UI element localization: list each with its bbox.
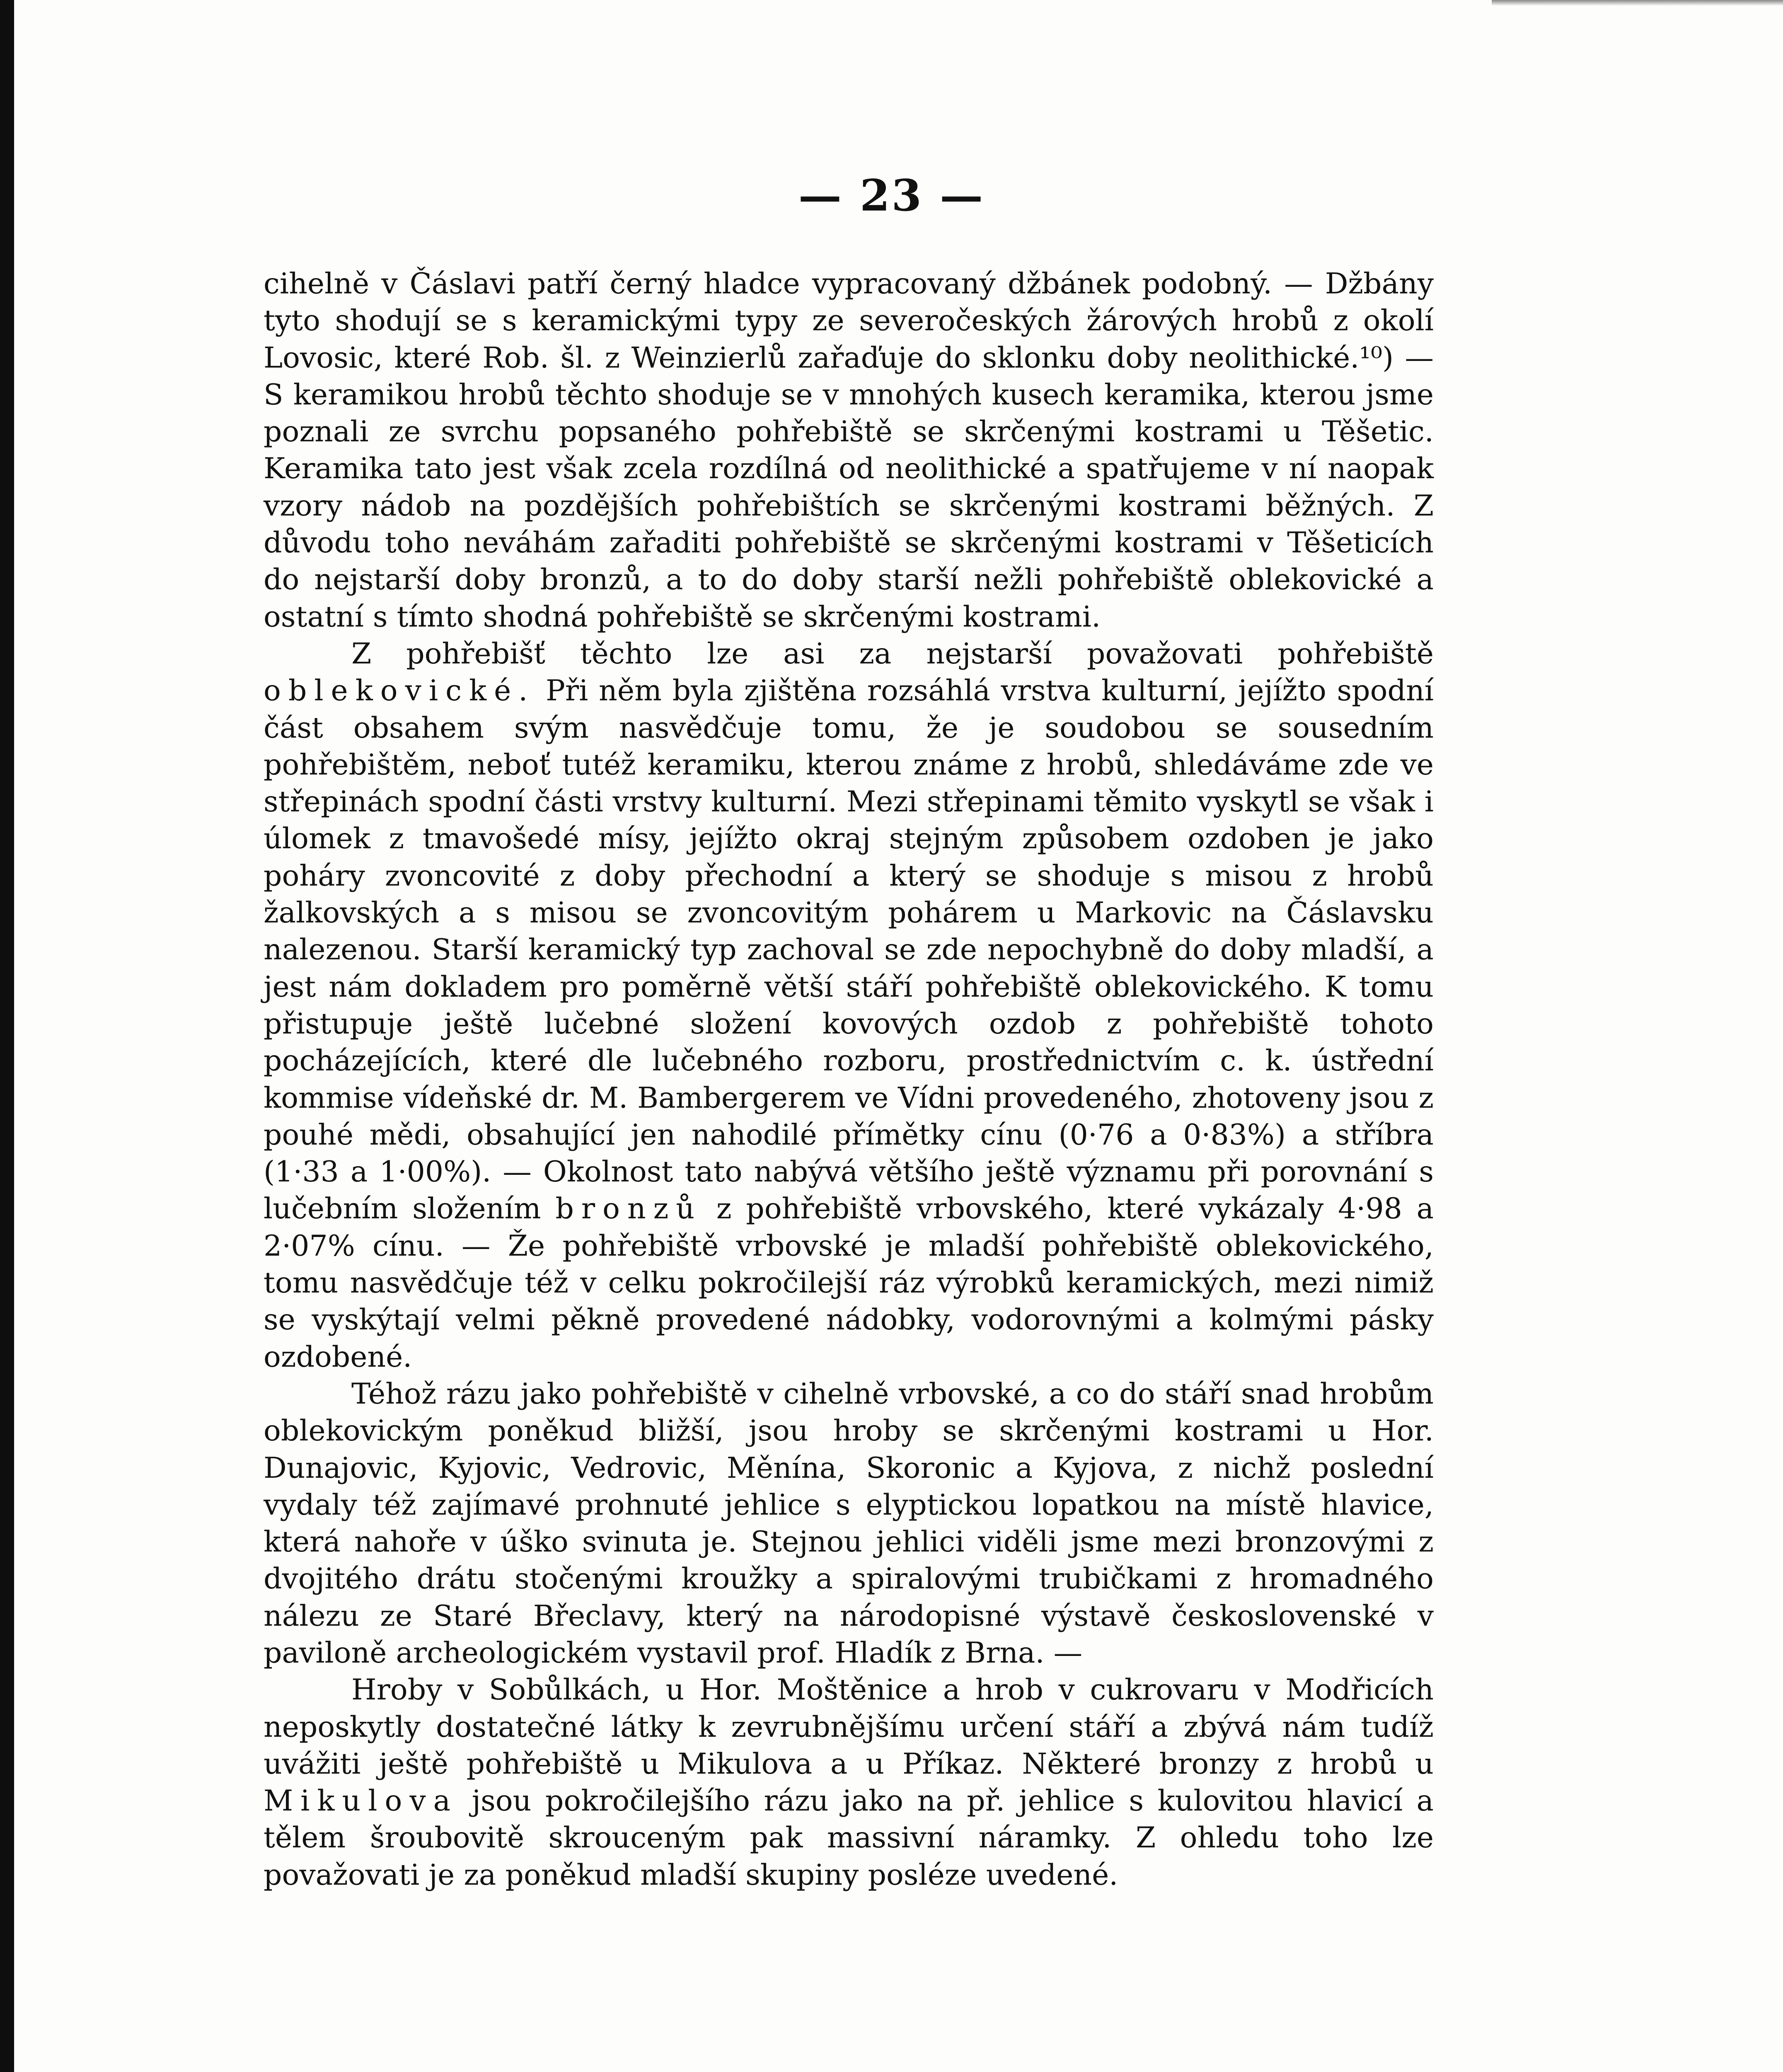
paragraph-text: Z pohřebišť těchto lze asi za nejstarší považovati pohřebiště <box>351 637 1434 670</box>
paragraph-text: cihelně v Čáslavi patří černý hladce vypracovaný džbánek podobný. — Džbány tyto shodují se s keramickými typy ze severočeských žárových hrobů z okolí Lovosic, které Rob. šl. z Weinzierlů zařaďuje do sklonku doby neolithické.¹⁰) — S keramikou hrobů těchto shoduje se v mnohých kusech keramika, kterou jsme poznali ze svrchu popsaného pohřebiště se skrčenými kostrami u Těšetic. Keramika tato jest však zcela rozdílná od neolithické a spatřujeme v ní naopak vzory nádob na pozdějších pohřebištích se skrčenými kostrami běžných. Z důvodu toho neváhám zařaditi pohřebiště se skrčenými kostrami v Těšeticích do nejstarší doby bronzů, a to do doby starší nežli pohřebiště oblekovické a ostatní s tímto shodná pohřebiště se skrčenými kostrami. <box>264 267 1434 634</box>
paragraph-text: z pohřebiště vrbovského, které vykázaly 4·98 a 2·07% cínu. — Že pohřebiště vrbovské je mladší pohřebiště oblekovického, tomu nasvědčuje též v celku pokročilejší ráz výrobků keramických, mezi nimiž se vyskýtají velmi pěkně provedené nádobky, vodorovnými a kolmými pásky ozdobené. <box>264 1192 1434 1374</box>
paragraph <box>264 265 1434 635</box>
body-text <box>264 265 1434 1893</box>
paragraph-text: Hroby v Sobůlkách, u Hor. Moštěnice a hrob v cukrovaru v Modřicích neposkytly dostatečné látky k zevrubnějšímu určení stáří a zbývá nám tudíž uvážiti ještě pohřebiště u Mikulova a u Příkaz. Některé bronzy z hrobů u <box>264 1673 1434 1781</box>
emphasized-term: oblekovické. <box>264 674 535 708</box>
scan-border-top <box>1492 0 1783 6</box>
page-number: — 23 — <box>798 170 985 221</box>
paragraph-text: jsou pokročilejšího rázu jako na př. jehlice s kulovitou hlavicí a tělem šroubovitě skrouceným pak massivní náramky. Z ohledu toho lze považovati je za poněkud mladší skupiny posléze uvedené. <box>264 1784 1434 1892</box>
emphasized-term: Mikulova <box>264 1784 458 1818</box>
emphasized-term: bronzů <box>555 1192 702 1226</box>
paragraph-text: Při něm byla zjištěna rozsáhlá vrstva kulturní, jejížto spodní část obsahem svým nasvědčuje tomu, že je soudobou se sousedním pohřebištěm, neboť tutéž keramiku, kterou známe z hrobů, shledáváme zde ve střepinách spodní části vrstvy kulturní. Mezi střepinami těmito vyskytl se však i úlomek z tmavošedé mísy, jejížto okraj stejným způsobem ozdoben je jako poháry zvoncovité z doby přechodní a který se shoduje s misou z hrobů žalkovských a s misou se zvoncovitým pohárem u Markovic na Čáslavsku nalezenou. Starší keramický typ zachoval se zde nepochybně do doby mladší, a jest nám dokladem pro poměrně větší stáří pohřebiště oblekovického. K tomu přistupuje ještě lučebné složení kovových ozdob z pohřebiště tohoto pocházejících, které dle lučebného rozboru, prostřednictvím c. k. ústřední kommise vídeňské dr. M. Bambergerem ve Vídni provedeného, zhotoveny jsou z pouhé mědi, obsahující jen nahodilé přímětky cínu (0·76 a 0·83%) a stříbra (1·33 a 1·00%). — Okolnost tato nabývá většího ještě významu při porovnání s lučebním složením <box>264 674 1434 1226</box>
paragraph <box>264 635 1434 1375</box>
paragraph <box>264 1375 1434 1671</box>
paragraph <box>264 1671 1434 1893</box>
paragraph-text: Téhož rázu jako pohřebiště v cihelně vrbovské, a co do stáří snad hrobům oblekovickým poněkud bližší, jsou hroby se skrčenými kostrami u Hor. Dunajovic, Kyjovic, Vedrovic, Měnína, Skoronic a Kyjova, z nichž poslední vydaly též zajímavé prohnuté jehlice s elyptickou lopatkou na místě hlavice, která nahoře v úško svinuta je. Stejnou jehlici viděli jsme mezi bronzovými z dvojitého drátu stočenými kroužky a spiralovými trubičkami z hromadného nálezu ze Staré Břeclavy, který na národopisné výstavě československé v pavilоně archeologickém vystavil prof. Hladík z Brna. — <box>264 1377 1434 1670</box>
scan-border-left <box>0 0 14 2072</box>
